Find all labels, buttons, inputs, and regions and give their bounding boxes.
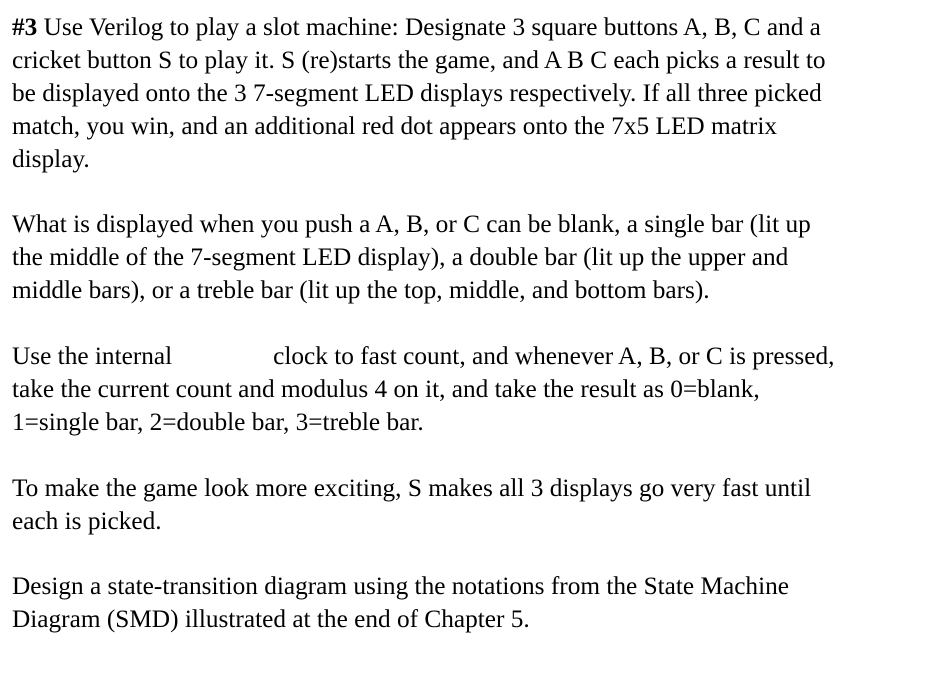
- text-line: 1=single bar, 2=double bar, 3=treble bar.: [12, 407, 424, 436]
- text-line: [12, 11, 932, 44]
- clock-count-paragraph: [12, 340, 932, 439]
- text-line: match, you win, and an additional red dot appears onto the 7x5 LED matrix: [12, 111, 778, 140]
- text-line-content: Use Verilog to play a slot machine: Designate 3 square buttons A, B, C and a: [37, 13, 821, 41]
- problem-number: #3: [12, 13, 38, 41]
- excitement-paragraph: [12, 472, 932, 538]
- text-line: To make the game look more exciting, S makes all 3 displays go very fast until: [12, 473, 812, 502]
- paragraph-spacer: [12, 537, 932, 570]
- display-options-paragraph: [12, 208, 932, 307]
- text-line: What is displayed when you push a A, B, or C can be blank, a single bar (lit up: [12, 210, 811, 239]
- text-line-start: Use the internal: [12, 342, 173, 371]
- design-task-paragraph: [12, 570, 932, 636]
- text-line: Design a state-transition diagram using the notations from the State Machine: [12, 572, 789, 601]
- text-line: be displayed onto the 3 7-segment LED displays respectively. If all three picked: [12, 78, 822, 107]
- text-line: take the current count and modulus 4 on it, and take the result as 0=blank,: [12, 374, 760, 403]
- text-line: cricket button S to play it. S (re)starts the game, and A B C each picks a result to: [12, 45, 826, 74]
- text-line: each is picked.: [12, 506, 162, 535]
- paragraph-spacer: [12, 439, 932, 472]
- document-body: [12, 11, 932, 636]
- text-line: [12, 340, 932, 373]
- text-line: display.: [12, 144, 90, 173]
- text-line: the middle of the 7-segment LED display), a double bar (lit up the upper and: [12, 243, 789, 272]
- paragraph-spacer: [12, 176, 932, 209]
- text-line-end: clock to fast count, and whenever A, B, or C is pressed,: [273, 342, 835, 371]
- problem-statement-paragraph: [12, 11, 932, 176]
- text-line: Diagram (SMD) illustrated at the end of Chapter 5.: [12, 605, 530, 634]
- paragraph-spacer: [12, 307, 932, 340]
- text-line: middle bars), or a treble bar (lit up the top, middle, and bottom bars).: [12, 276, 710, 305]
